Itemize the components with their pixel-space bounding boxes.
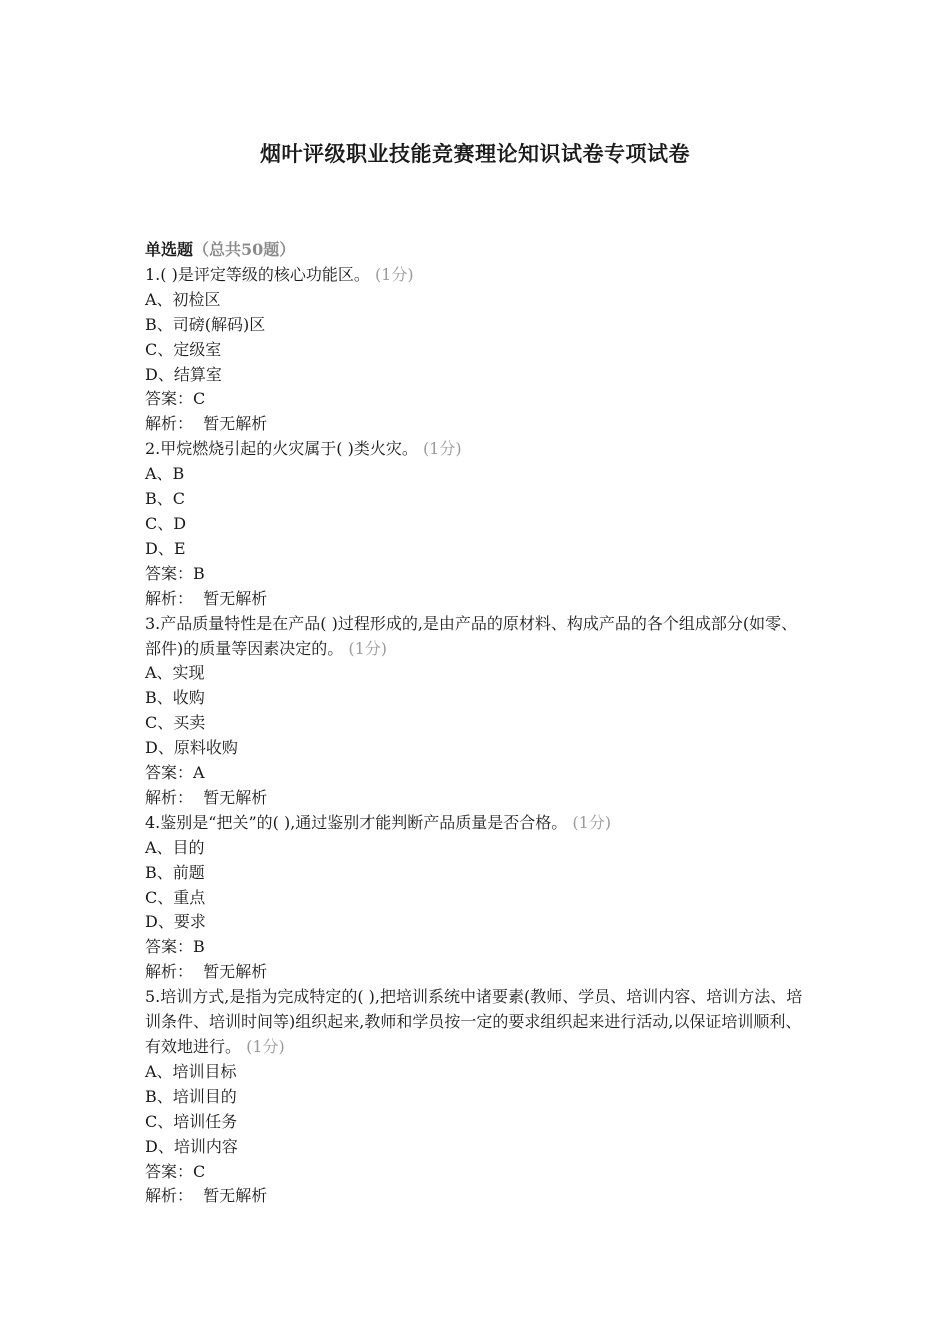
option-c: C、买卖 [145,713,206,733]
question-item [145,437,805,611]
answer-line [145,562,805,587]
option-b: B、收购 [145,688,205,708]
answer-label: 答案： [145,389,194,409]
answer-value: B [193,937,205,957]
option-c: C、重点 [145,887,206,907]
option-d: D、培训内容 [145,1136,238,1156]
option-a: A、培训目标 [145,1061,237,1081]
analysis-line [145,587,805,612]
question-text: 4.鉴别是“把关”的( ),通过鉴别才能判断产品质量是否合格。 [145,812,568,832]
analysis-label: 解析： [145,962,194,982]
answer-line [145,761,805,786]
answer-value: C [193,389,206,409]
option-b: B、前题 [145,862,205,882]
analysis-value: 暂无解析 [203,588,268,608]
analysis-label: 解析： [145,588,194,608]
option-c: C、D [145,513,187,533]
option-d: D、原料收购 [145,738,238,758]
analysis-value: 暂无解析 [203,787,268,807]
option-b: B、司磅(解码)区 [145,314,266,334]
analysis-line [145,960,805,985]
section-count: （总共50题） [193,240,296,259]
question-text: 2.甲烷燃烧引起的火灾属于( )类火灾。 [145,439,418,459]
answer-value: A [193,763,205,783]
option-a: A、初检区 [145,289,221,309]
question-stem [145,612,805,662]
option-d: D、结算室 [145,364,222,384]
question-stem [145,263,805,288]
question-score: (1分) [422,439,462,459]
option-a: A、B [145,464,185,484]
question-item [145,612,805,811]
analysis-value: 暂无解析 [203,962,268,982]
option-d: D、要求 [145,912,206,932]
answer-value: C [193,1161,206,1181]
option-b: B、培训目的 [145,1086,237,1106]
question-score: (1分) [348,638,388,658]
analysis-line [145,412,805,437]
option-b: B、C [145,489,186,509]
document-title: 烟叶评级职业技能竞赛理论知识试卷专项试卷 [260,141,690,166]
answer-line [145,935,805,960]
answer-label: 答案： [145,937,194,957]
analysis-label: 解析： [145,1186,194,1206]
option-c: C、定级室 [145,339,222,359]
answer-label: 答案： [145,1161,194,1181]
analysis-line [145,786,805,811]
question-item [145,985,805,1209]
question-stem [145,811,805,836]
question-score: (1分) [572,812,612,832]
answer-value: B [193,563,205,583]
question-text: 5.培训方式,是指为完成特定的( ),把培训系统中诸要素(教师、学员、培训内容、培训方法、培训条件、培训时间等)组织起来,教师和学员按一定的要求组织起来进行活动,以保证培训顺利、有效地进行。 [145,987,803,1056]
question-stem [145,437,805,462]
question-score: (1分) [246,1037,285,1056]
analysis-value: 暂无解析 [203,1186,268,1206]
analysis-line [145,1184,805,1209]
section-header [145,238,805,263]
analysis-value: 暂无解析 [203,414,268,434]
question-score: (1分) [374,264,414,284]
answer-line [145,1160,805,1185]
analysis-label: 解析： [145,414,194,434]
section-heading: 单选题 [145,240,194,259]
question-list [145,238,805,1209]
option-a: A、实现 [145,663,205,683]
question-text: 1.( )是评定等级的核心功能区。 [145,264,370,284]
option-a: A、目的 [145,837,205,857]
analysis-label: 解析： [145,787,194,807]
question-item [145,811,805,985]
question-item [145,263,805,437]
option-c: C、培训任务 [145,1111,238,1131]
question-text: 3.产品质量特性是在产品( )过程形成的,是由产品的原材料、构成产品的各个组成部分(如零、部件)的质量等因素决定的。 [145,613,798,658]
answer-line [145,387,805,412]
answer-label: 答案： [145,763,194,783]
answer-label: 答案： [145,563,194,583]
option-d: D、E [145,538,186,558]
question-stem [145,985,805,1060]
